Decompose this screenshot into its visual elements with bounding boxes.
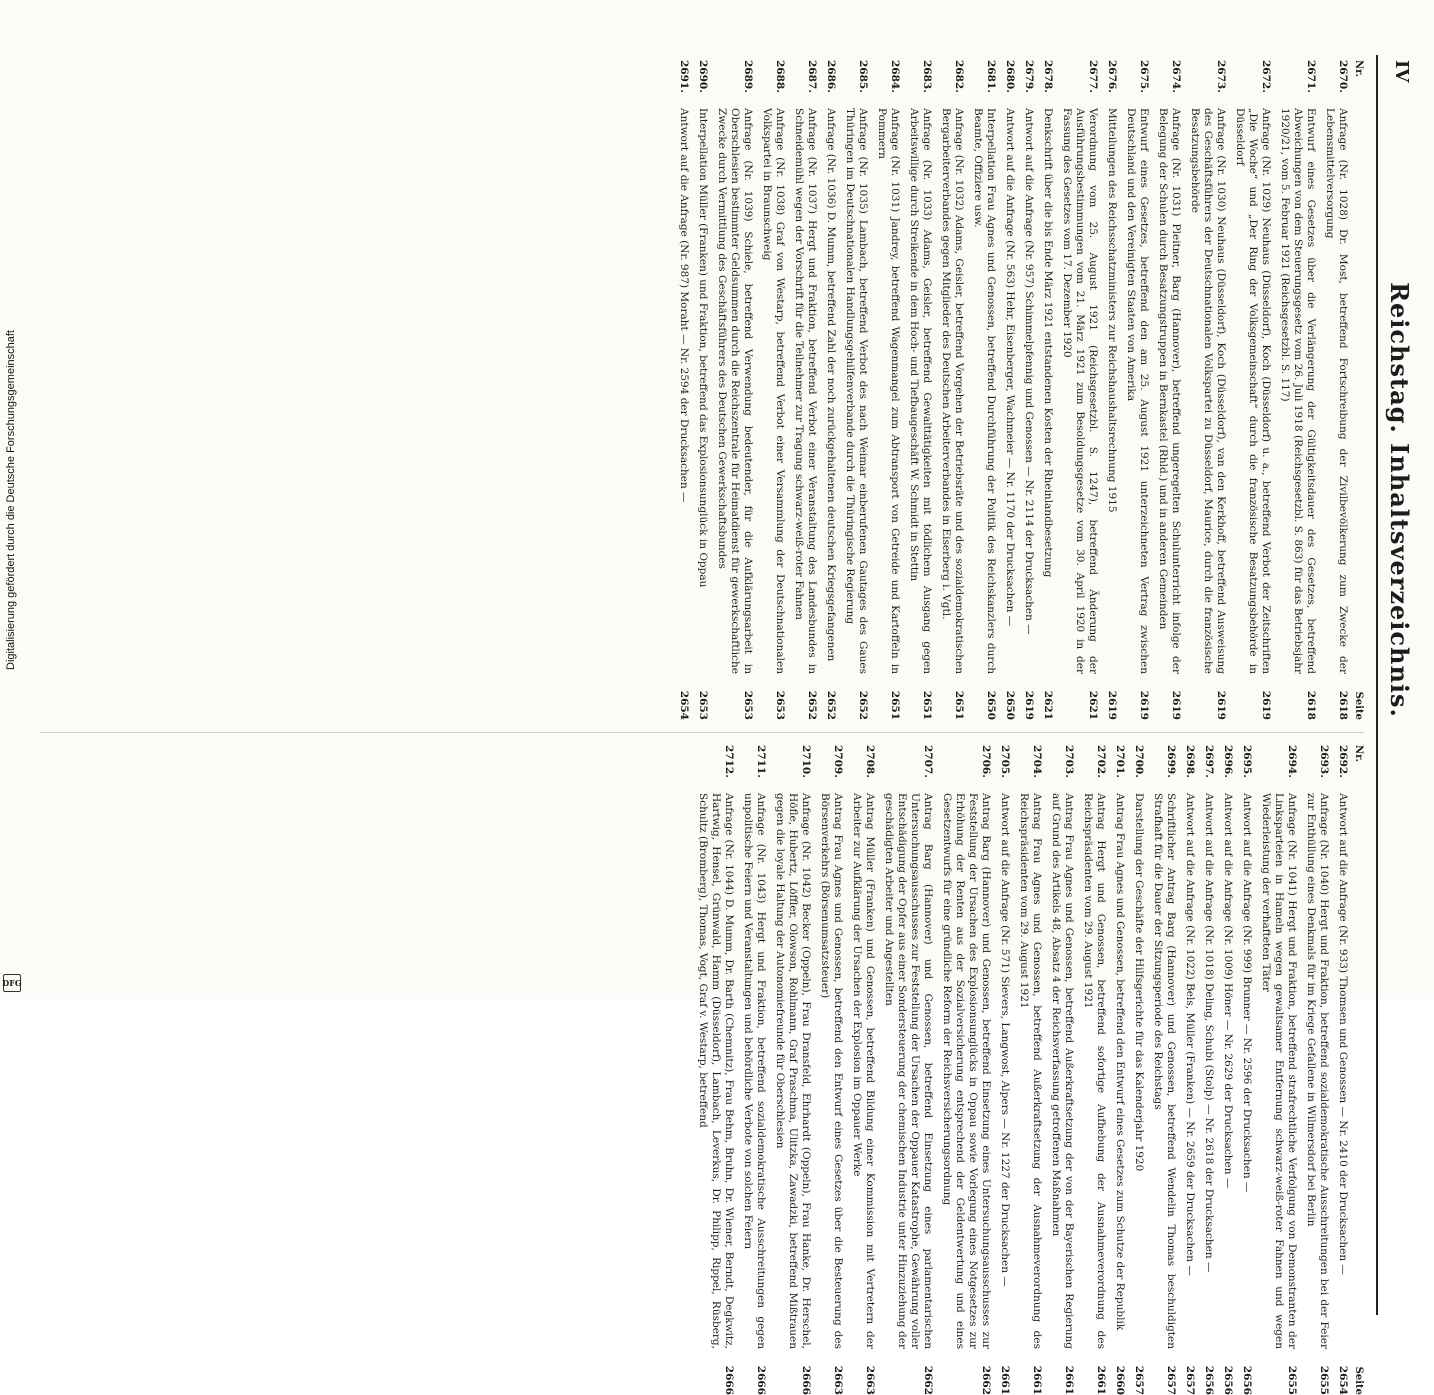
entry-text: Antrag Hergt und Genossen, betreffend sofortige Aufhebung der Ausnahmeverordnung des Reichspräsidenten vom 29. August 1921: [1082, 793, 1107, 1349]
entry-text: Antwort auf die Anfrage (Nr. 563) Hehr, Eisenberger, Wachmeier — Nr. 1170 der Drucksachen —: [1004, 108, 1016, 627]
toc-entry: [1240, 745, 1253, 1395]
entry-page: 2657: [1184, 1365, 1196, 1395]
entry-text: Antrag Frau Agnes und Genossen, betreffend Außerkraftsetzung der Ausnahmeverordnung des Reichspräsidenten vom 29. August 1921: [1018, 793, 1043, 1349]
entry-text: Interpellation Frau Agnes und Genossen, betreffend Durchführung der Politik des Reichskanzlers durch Beamte, Offiziere usw.: [972, 108, 997, 674]
entry-text: Antwort auf die Anfrage (Nr. 571) Sievers, Langwost, Alpers — Nr. 1227 der Drucksachen —: [999, 793, 1011, 1287]
toc-entry: [1105, 60, 1118, 720]
entry-page: 2651: [921, 690, 933, 720]
toc-entry: [1156, 60, 1182, 720]
toc-entry: [1336, 745, 1349, 1395]
entry-number: 2680.: [1004, 60, 1016, 93]
entry-text: Interpellation Müller (Franken) und Fraktion, betreffend das Explosionsunglück in Oppau: [697, 108, 709, 588]
entry-number: 2684.: [889, 60, 901, 93]
entry-page: 2652: [806, 690, 818, 720]
entry-number: 2705.: [999, 745, 1011, 778]
entry-page: 2654: [1337, 1365, 1349, 1395]
toc-entry: [1259, 745, 1298, 1395]
toc-entry: [1278, 60, 1317, 720]
entry-page: 2662: [922, 1365, 934, 1395]
entry-number: 2670.: [1337, 60, 1349, 93]
entry-text: Entwurf eines Gesetzes über die Verlängerung der Gültigkeitsdauer des Gesetzes, betreffend Abweichungen von dem Steuerungsgesetz vom 26. Juli 1918 (Reichsgesetzbl. S. 863) für das Betriebsjahr 1920/21, vom 5. Februar 1921 (Reichsgesetzbl. S. 117): [1279, 108, 1317, 674]
entry-text: Anfrage (Nr. 1030) Neuhaus (Düsseldorf), Koch (Düsseldorf), van den Kerkhoff, betreffend Ausweisung des Geschäftsführers der Deutschnationalen Volkspartei zu Düsseldorf, Maurice, durch die französische Besatzungsbehörde: [1189, 108, 1227, 674]
toc-entry: [824, 60, 837, 720]
entry-number: 2688.: [774, 60, 786, 93]
toc-entry: [1060, 60, 1099, 720]
entry-text: Anfrage (Nr. 1037) Hergt und Fraktion, betreffend Verbot einer Veranstaltung des Landesbundes in Schneidemühl wegen der Vorschrift für die Teilnehmer zur Tragung schwarz-weiß-roter Fahnen: [793, 108, 818, 674]
entry-page: 2654: [678, 690, 690, 720]
entry-text: Antwort auf die Anfrage (Nr. 1022) Bels, Müller (Franken) — Nr. 2659 der Drucksachen —: [1184, 793, 1196, 1276]
entry-number: 2672.: [1260, 60, 1272, 93]
entry-text: Antrag Barg (Hannover) und Genossen, betreffend Einsetzung eines Untersuchungsausschusses zur Feststellung der Ursachen des Explosionsunglücks in Oppau sowie Vorlegung eines Notgesetzes zur Erhöhung der Renten aus der Sozialversicherung entsprechend der Geldentwertung und eines Gesetzentwurfs für eine gründliche Reform der Reichsversicherungsordnung: [941, 793, 992, 1349]
entry-number: 2701.: [1114, 745, 1126, 778]
entry-text: Mitteilungen des Reichsschatzministers zur Reichshaushaltsrechnung 1915: [1106, 108, 1118, 513]
footer-text: Digitalisierung gefördert durch die Deutsche Forschungsgemeinschaft: [5, 330, 17, 670]
entry-text: Anfrage (Nr. 1031) Pleitner, Barg (Hannover), betreffend ungeregelten Schulunterricht infolge der Belegung der Schulen durch Besatzungstruppen in Bernkastel (Rhld.) und in anderen Gemeinden: [1157, 108, 1182, 674]
col-header-seite: Seite: [1353, 1366, 1364, 1395]
right-column-header: [1349, 745, 1364, 1395]
entry-text: Entwurf eines Gesetzes, betreffend den am 25. August 1921 unterzeichneten Vertrag zwischen Deutschland und den Vereinigten Staaten von Amerika: [1125, 108, 1150, 674]
entry-page: 2656: [1241, 1365, 1253, 1395]
entry-page: 2619: [1215, 690, 1227, 720]
entry-number: 2692.: [1337, 745, 1349, 778]
entry-page: 2656: [1222, 1365, 1234, 1395]
entry-number: 2682.: [953, 60, 965, 93]
toc-entry: [1188, 60, 1227, 720]
entry-number: 2700.: [1133, 745, 1145, 778]
toc-entry: [760, 60, 786, 720]
entry-number: 2686.: [825, 60, 837, 93]
entry-number: 2696.: [1222, 745, 1234, 778]
entry-number: 2689.: [742, 60, 754, 93]
entry-page: 2619: [1260, 690, 1272, 720]
entry-page: 2619: [1170, 690, 1182, 720]
entry-text: Antwort auf die Anfrage (Nr. 999) Brunner — Nr. 2596 der Drucksachen —: [1241, 793, 1253, 1193]
entry-number: 2712.: [723, 745, 735, 778]
entry-number: 2677.: [1087, 60, 1099, 93]
page-number: IV: [1391, 60, 1412, 83]
entry-page: 2650: [985, 690, 997, 720]
toc-entry: [882, 745, 934, 1395]
entry-page: 2657: [1133, 1365, 1145, 1395]
entry-text: Antrag Barg (Hannover) und Genossen, betreffend Einsetzung eines parlamentarischen Untersuchungsausschusses zur Feststellung der Ursachen der Oppauer Katastrophe, Gewährung voller Entschädigung der Opfer aus einer Sondersteuerung der chemischen Industrie unter Hinzuziehung der geschädigten Arbeiter und Angestellten: [883, 793, 934, 1349]
toc-entry: [1022, 60, 1035, 720]
toc-entry: [696, 745, 735, 1395]
entry-number: 2697.: [1203, 745, 1215, 778]
entry-page: 2618: [1305, 690, 1317, 720]
entry-page: 2652: [857, 690, 869, 720]
entry-text: Anfrage (Nr. 1039) Schiele, betreffend Verwendung bedeutender, für die Aufklärungsarbeit in Oberschlesien bestimmter Geldsummen durch die Reichszentrale für Heimatdienst für gewerkschaftliche Zwecke durch Vermittlung des Geschäftsführers des Deutschen Gewerkschaftsbundes: [716, 108, 754, 674]
entry-page: 2666: [755, 1365, 767, 1395]
entry-number: 2683.: [921, 60, 933, 93]
entry-number: 2707.: [922, 745, 934, 778]
entry-page: 2660: [1114, 1365, 1126, 1395]
entry-page: 2656: [1203, 1365, 1215, 1395]
entry-text: Anfrage (Nr. 1035) Lambach, betreffend Verbot des nach Weimar einberufenen Gautages des Gaues Thüringen im Deutschnationalen Handlungsgehilfenverbande durch die Thüringische Regierung: [844, 108, 869, 674]
entry-text: Antwort auf die Anfrage (Nr. 987) Moraht — Nr. 2594 der Drucksachen —: [678, 108, 690, 503]
toc-entry: [1304, 745, 1330, 1395]
toc-entry: [939, 60, 965, 720]
entry-page: 2661: [1063, 1365, 1075, 1395]
entry-page: 2655: [1286, 1365, 1298, 1395]
toc-entry: [696, 60, 709, 720]
toc-entry: [1049, 745, 1075, 1395]
toc-entry: [1124, 60, 1150, 720]
entry-page: 2663: [864, 1365, 876, 1395]
entry-number: 2691.: [678, 60, 690, 93]
entry-text: Denkschrift über die bis Ende März 1921 entstandenen Kosten der Rheinlandbesetzung: [1042, 108, 1054, 578]
toc-entry: [1113, 745, 1126, 1395]
entry-number: 2687.: [806, 60, 818, 93]
entry-number: 2671.: [1305, 60, 1317, 93]
toc-entry: [1017, 745, 1043, 1395]
entry-text: Anfrage (Nr. 1042) Becker (Oppeln), Frau Dransfeld, Ehrhardt (Oppeln), Frau Hanke, Dr. Herschel, Höfle, Hubertz, Löffler, Olowson, Rohlmann, Graf Praschma, Ulitzka, Zawadzki, betreffend Mißtrauen gegen die loyale Haltung der Autonomiefreunde für Oberschlesien: [774, 793, 812, 1349]
entry-number: 2708.: [864, 745, 876, 778]
entry-number: 2698.: [1184, 745, 1196, 778]
entry-page: 2653: [774, 690, 786, 720]
entry-page: 2666: [800, 1365, 812, 1395]
entry-page: 2661: [1031, 1365, 1043, 1395]
entry-number: 2681.: [985, 60, 997, 93]
entry-text: Antwort auf die Anfrage (Nr. 957) Schimmelpfennig und Genossen — Nr. 2114 der Drucksachen —: [1023, 108, 1035, 635]
entry-text: Antrag Frau Agnes und Genossen, betreffend Außerkraftsetzung der von der Bayerischen Regierung auf Grund des Artikels 48, Absatz 4 der Reichsverfassung getroffenen Maßnahmen: [1050, 793, 1075, 1349]
entry-number: 2673.: [1215, 60, 1227, 93]
entry-page: 2662: [980, 1365, 992, 1395]
entry-page: 2655: [1318, 1365, 1330, 1395]
entry-number: 2711.: [755, 745, 767, 778]
toc-entry: [1081, 745, 1107, 1395]
entry-number: 2706.: [980, 745, 992, 778]
entry-page: 2657: [1165, 1365, 1177, 1395]
toc-entry: [1323, 60, 1349, 720]
entry-text: Anfrage (Nr. 1044) D. Mumm, Dr. Barth (Chemnitz), Frau Behm, Bruhn, Dr. Wiener, Berndt, Degkwitz, Hartwig, Hensel, Grünwald, Hamm (Düsseldorf), Lambach, Leverkus, Dr. Philipp, Rippel, Rüsberg, Schultz (Bromberg), Thomas, Vogt, Graf v. Westarp, betreffend: [697, 793, 735, 1349]
toc-entry: [850, 745, 876, 1395]
entry-text: Antrag Frau Agnes und Genossen, betreffend den Entwurf eines Gesetzes über die Besteuerung des Börsenverkehrs (Börsenumsatzsteuer): [819, 793, 844, 1349]
page-header: [1354, 0, 1434, 1000]
entry-page: 2651: [889, 690, 901, 720]
toc-entry: [971, 60, 997, 720]
entry-number: 2695.: [1241, 745, 1253, 778]
entry-text: Antwort auf die Anfrage (Nr. 1009) Höner — Nr. 2629 der Drucksachen —: [1222, 793, 1234, 1189]
entry-text: Antrag Frau Agnes und Genossen, betreffend den Entwurf eines Gesetzes zum Schutze der Republik: [1114, 793, 1126, 1331]
entry-page: 2661: [999, 1365, 1011, 1395]
entry-page: 2619: [1023, 690, 1035, 720]
left-column-header: [1349, 60, 1364, 720]
entry-page: 2666: [723, 1365, 735, 1395]
toc-entry: [1132, 745, 1145, 1395]
entry-page: 2653: [697, 690, 709, 720]
toc-entry: [818, 745, 844, 1395]
entry-number: 2678.: [1042, 60, 1054, 93]
entry-text: Antwort auf die Anfrage (Nr. 1018) Deling, Schubi (Stolp) — Nr. 2618 der Drucksachen —: [1203, 793, 1215, 1273]
left-column: [40, 60, 1364, 720]
entry-text: Antwort auf die Anfrage (Nr. 933) Thomsen und Genossen — Nr. 2410 der Drucksachen —: [1337, 793, 1349, 1275]
entry-text: Anfrage (Nr. 1029) Neuhaus (Düsseldorf), Koch (Düsseldorf) u. a., betreffend Verbot der Zeitschriften „Die Woche“ und „Der Ring der Volksgemeinschaft“ durch die französische Besatzungsbehörde in Düsseldorf: [1234, 108, 1272, 674]
col-header-nr: Nr.: [1353, 60, 1364, 77]
entry-text: Verordnung vom 25. August 1921 (Reichsgesetzbl. S. 1247), betreffend Änderung der Ausführungsbestimmungen vom 21. März 1921 zum Besoldungsgesetze vom 30. April 1920 in der Fassung des Gesetzes vom 17. Dezember 1920: [1061, 108, 1099, 674]
col-header-nr: Nr.: [1353, 745, 1364, 762]
entry-text: Darstellung der Geschäfte der Hilfsgerichte für das Kalenderjahr 1920: [1133, 793, 1145, 1172]
right-entries: [696, 745, 1349, 1395]
toc-entry: [741, 745, 767, 1395]
column-separator: [40, 732, 1364, 733]
toc-entry: [1202, 745, 1215, 1395]
entry-text: Anfrage (Nr. 1032) Adams, Geisler, betreffend Vorgehen der Betriebsräte und des sozialdemokratischen Bergarbeiterverbandes gegen Mitglieder des Deutschen Arbeiterverbandes in Eiserberg i. Vgtl.: [940, 108, 965, 674]
entry-page: 2650: [1004, 690, 1016, 720]
dfg-logo-icon: DFG: [3, 974, 21, 992]
toc-entry: [1041, 60, 1054, 720]
page-title: Reichstag. Inhaltsverzeichnis.: [1385, 282, 1414, 718]
entry-page: 2621: [1042, 690, 1054, 720]
toc-entry: [677, 60, 690, 720]
entry-number: 2674.: [1170, 60, 1182, 93]
toc-entry: [792, 60, 818, 720]
entry-text: Anfrage (Nr. 1033) Adams, Geisler, betreffend Gewalttätigkeiten mit tödlichem Ausgang gegen Arbeitswillige durch Streikende in dem Hoch- und Tiefbaugeschäft W. Schmidt in Stettin: [908, 108, 933, 674]
toc-entry: [1233, 60, 1272, 720]
toc-entry: [1003, 60, 1016, 720]
entry-page: 2652: [825, 690, 837, 720]
toc-entry: [1183, 745, 1196, 1395]
toc-entry: [1151, 745, 1177, 1395]
entry-text: Anfrage (Nr. 1041) Hergt und Fraktion, betreffend strafrechtliche Verfolgung von Demonstranten der Linksparteien in Hameln wegen gewaltsamer Entfernung schwarz-weiß-roter Fahnen und wegen Wiederleistung der verhafteten Täter: [1260, 793, 1298, 1349]
entry-number: 2709.: [832, 745, 844, 778]
entry-page: 2621: [1087, 690, 1099, 720]
toc-entry: [773, 745, 812, 1395]
entry-page: 2661: [1095, 1365, 1107, 1395]
toc-entry: [998, 745, 1011, 1395]
toc-entry: [715, 60, 754, 720]
entry-text: Anfrage (Nr. 1031) Jandrey, betreffend Wagenmangel zum Abtransport von Getreide und Kartoffeln in Pommern: [876, 108, 901, 674]
entry-text: Anfrage (Nr. 1036) D. Mumm, betreffend Zahl der noch zurückgehaltenen deutschen Kriegsgefangenen: [825, 108, 837, 662]
entry-page: 2618: [1337, 690, 1349, 720]
toc-entry: [1221, 745, 1234, 1395]
entry-page: 2663: [832, 1365, 844, 1395]
entry-number: 2710.: [800, 745, 812, 778]
entry-number: 2704.: [1031, 745, 1043, 778]
entry-number: 2690.: [697, 60, 709, 93]
toc-entry: [875, 60, 901, 720]
toc-entry: [907, 60, 933, 720]
entry-number: 2676.: [1106, 60, 1118, 93]
entry-page: 2651: [953, 690, 965, 720]
entry-number: 2693.: [1318, 745, 1330, 778]
entry-page: 2653: [742, 690, 754, 720]
col-header-seite: Seite: [1353, 691, 1364, 720]
entry-number: 2694.: [1286, 745, 1298, 778]
entry-number: 2679.: [1023, 60, 1035, 93]
entry-number: 2702.: [1095, 745, 1107, 778]
entry-number: 2675.: [1138, 60, 1150, 93]
entry-page: 2619: [1138, 690, 1150, 720]
entry-number: 2685.: [857, 60, 869, 93]
footer: [0, 0, 22, 1000]
header-rule: [1376, 55, 1378, 1315]
entry-text: Anfrage (Nr. 1040) Hergt und Fraktion, betreffend sozialdemokratische Ausschreitungen bei der Feier zur Enthüllung eines Denkmals für im Kriege Gefallene in Wilmersdorf bei Berlin: [1305, 793, 1330, 1349]
right-column: [40, 745, 1364, 1395]
entry-text: Anfrage (Nr. 1028) Dr. Most, betreffend Fortschreibung der Zivilbevölkerung zum Zwecke der Lebensmittelversorgung: [1324, 108, 1349, 674]
entry-number: 2703.: [1063, 745, 1075, 778]
entry-text: Anfrage (Nr. 1038) Graf von Westarp, betreffend Verbot einer Versammlung der Deutschnationalen Volkspartei in Braunschweig: [761, 108, 786, 674]
entry-text: Schriftlicher Antrag Barg (Hannover) und Genossen, betreffend Wendelin Thomas beschuldigten Strafhaft für die Dauer der Sitzungsperiode des Reichstags: [1152, 793, 1177, 1349]
toc-entry: [843, 60, 869, 720]
entry-text: Anfrage (Nr. 1043) Hergt und Fraktion, betreffend sozialdemokratische Ausschreitungen gegen unpolitische Feiern und Veranstaltungen und behördliche Verbote von solchen Feiern: [742, 793, 767, 1349]
toc-entry: [940, 745, 992, 1395]
entry-text: Antrag Müller (Franken) und Genossen, betreffend Bildung einer Kommission mit Vertretern der Arbeiter zur Aufklärung der Ursachen der Explosion im Oppauer Werke: [851, 793, 876, 1349]
entry-page: 2619: [1106, 690, 1118, 720]
left-entries: [677, 60, 1349, 720]
entry-number: 2699.: [1165, 745, 1177, 778]
